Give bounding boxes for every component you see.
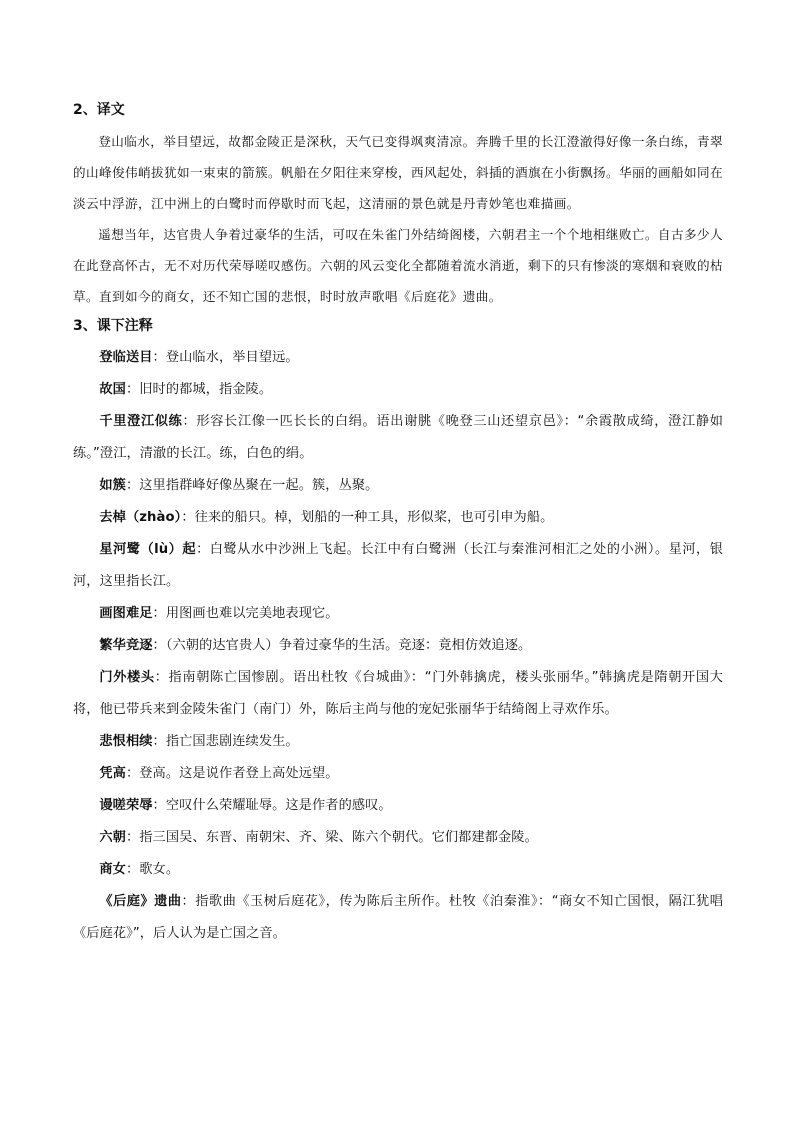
note-term: 门外楼头 [99, 670, 155, 685]
note-text: ：登山临水，举目望远。 [152, 350, 299, 365]
translation-body [73, 126, 723, 312]
note-term: 悲恨相续 [99, 734, 153, 749]
translation-paragraph-2: 遥想当年，达官贵人争着过豪华的生活，可叹在朱雀门外结绮阁楼，六朝君主一个个地相继败亡。自古多少人在此登高怀古，无不对历代荣辱嗟叹感伤。六朝的风云变化全都随着流水消逝，剩下的只有惨淡的寒烟和衰败的枯草。直到如今的商女，还不知亡国的悲恨，时时放声歌唱《后庭花》遗曲。 [73, 227, 723, 304]
note-item [73, 726, 723, 758]
note-item [73, 662, 723, 726]
note-text: ：往来的船只。棹，划船的一种工具，形似桨，也可引申为船。 [181, 510, 554, 525]
note-item [73, 374, 723, 406]
note-item [73, 406, 723, 470]
note-item [73, 758, 723, 790]
notes-heading: 3、课下注释 [73, 318, 153, 334]
note-term: 凭高 [99, 766, 126, 781]
note-term: 去棹（zhào） [99, 510, 182, 525]
note-term: 星河鹭（lù）起 [99, 542, 197, 557]
note-term: 繁华竞逐 [99, 638, 153, 653]
note-term: 画图难足 [99, 606, 153, 621]
note-text: ：指南朝陈亡国惨剧。语出杜牧《台城曲》：“门外韩擒虎，楼头张丽华。”韩擒虎是隋朝开国大将，他已带兵来到金陵朱雀门（南门）外，陈后主尚与他的宠妃张丽华于结绮阁上寻欢作乐。 [73, 670, 723, 717]
note-text: ：形容长江像一匹长长的白绢。语出谢朓《晚登三山还望京邑》：“余霞散成绮，澄江静如练。”澄江，清澈的长江。练，白色的绢。 [73, 414, 723, 461]
note-item [73, 886, 723, 950]
note-text: ：指亡国悲剧连续发生。 [152, 734, 299, 749]
note-text: ：白鹭从水中沙洲上飞起。长江中有白鹭洲（长江与秦淮河相汇之处的小洲）。星河，银河，这里指长江。 [73, 542, 724, 589]
note-text: ：登高。这是说作者登上高处远望。 [125, 766, 339, 781]
note-item [73, 342, 723, 374]
note-term: 千里澄江似练 [99, 414, 183, 429]
note-item [73, 854, 723, 886]
note-term: 如簇 [99, 478, 126, 493]
page-content [73, 96, 723, 950]
note-item [73, 790, 723, 822]
note-item [73, 502, 723, 534]
note-term: 六朝 [99, 830, 126, 845]
note-item [73, 470, 723, 502]
note-item [73, 598, 723, 630]
note-text: ：这里指群峰好像丛聚在一起。簇，丛聚。 [125, 478, 379, 493]
translation-heading: 2、译文 [73, 102, 125, 118]
note-item [73, 822, 723, 854]
translation-paragraph-1: 登山临水，举目望远，故都金陵正是深秋，天气已变得飒爽清凉。奔腾千里的长江澄澈得好像一条白练，青翠的山峰俊伟峭拔犹如一束束的箭簇。帆船在夕阳往来穿梭，西风起处，斜插的酒旗在小街飘扬。华丽的画船如同在淡云中浮游，江中洲上的白鹭时而停歇时而飞起，这清丽的景色就是丹青妙笔也难描画。 [73, 134, 723, 211]
note-item [73, 630, 723, 662]
note-text: ：旧时的都城，指金陵。 [125, 382, 273, 397]
notes-list [73, 342, 723, 950]
note-term: 故国 [99, 382, 126, 397]
note-text: ：用图画也难以完美地表现它。 [152, 606, 339, 621]
note-term: 登临送目 [99, 350, 153, 365]
note-text: ：（六朝的达官贵人）争着过豪华的生活。竞逐：竟相仿效追逐。 [152, 638, 532, 653]
note-text: ：指三国吴、东晋、南朝宋、齐、梁、陈六个朝代。它们都建都金陵。 [125, 830, 538, 845]
note-term: 商女 [99, 862, 126, 877]
note-text: ：歌女。 [125, 862, 180, 877]
note-item [73, 534, 723, 598]
note-text: ：指歌曲《玉树后庭花》，传为陈后主所作。杜牧《泊秦淮》：“商女不知亡国恨，隔江犹唱《后庭花》”，后人认为是亡国之音。 [73, 894, 723, 941]
note-term: 《后庭》遗曲 [99, 894, 182, 909]
note-text: ：空叹什么荣耀耻辱。这是作者的感叹。 [152, 798, 392, 813]
note-term: 谩嗟荣辱 [99, 798, 153, 813]
